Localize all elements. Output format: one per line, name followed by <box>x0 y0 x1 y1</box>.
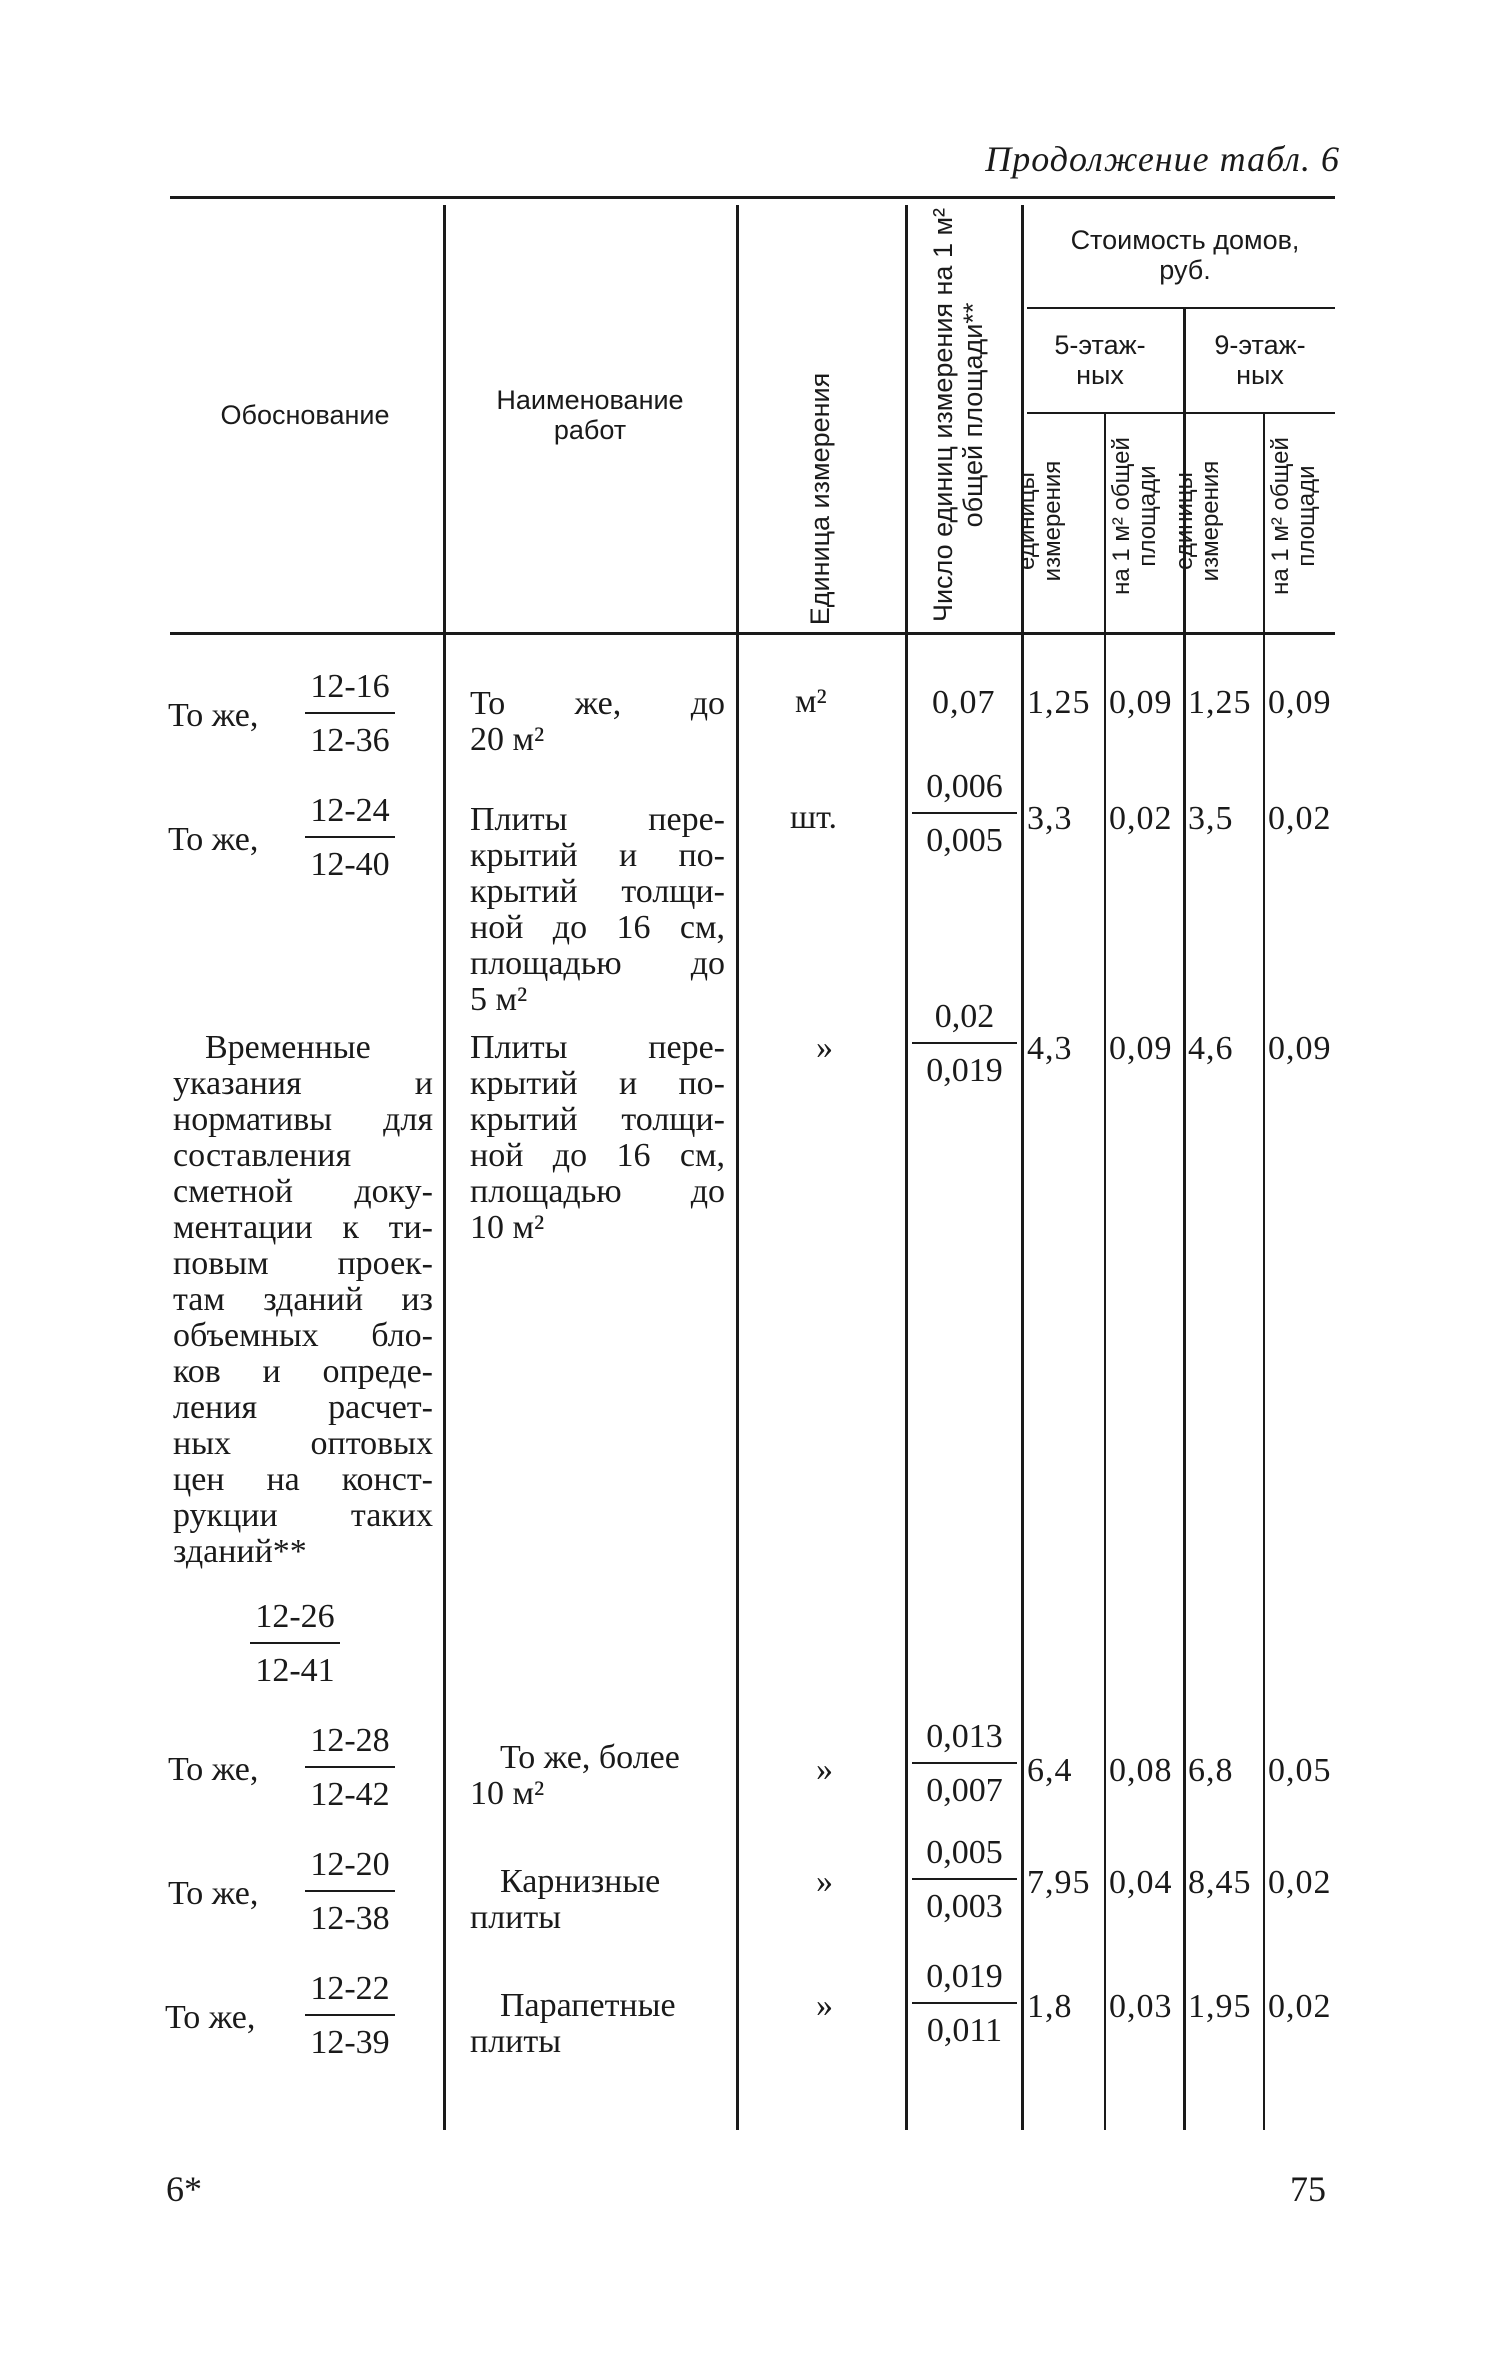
row6-work-line-1: Парапетные <box>500 1987 676 2024</box>
header-9-per-m2: на 1 м² общей площади <box>1267 437 1320 595</box>
header-9-per-unit: единицы измерения <box>1171 460 1224 582</box>
row6-work-line-2: плиты <box>470 2023 562 2060</box>
row3-basis-den: 12-41 <box>255 1652 335 1689</box>
continuation-title: Продолжение табл. 6 <box>985 139 1340 179</box>
row3-basis-line-9: объемных бло- <box>173 1317 433 1354</box>
row3-basis-fraction <box>250 1598 340 1690</box>
row4-count-fraction <box>912 1718 1017 1810</box>
row5-basis-num: 12-20 <box>310 1846 390 1883</box>
row3-count-fraction <box>912 998 1017 1090</box>
header-5-per-unit: единицы измерения <box>1013 460 1066 582</box>
row1-basis-den: 12-36 <box>310 722 390 759</box>
col-divider-3 <box>905 205 908 2130</box>
row3-basis-line-15: зданий** <box>173 1533 307 1570</box>
row1-unit: м² <box>795 683 827 720</box>
row3-basis-line-5: сметной доку- <box>173 1173 433 1210</box>
row4-unit: » <box>816 1751 833 1788</box>
row2-unit: шт. <box>790 799 837 836</box>
row4-basis-fraction <box>305 1722 395 1814</box>
row6-basis-num: 12-22 <box>310 1970 390 2007</box>
row3-work-line-1: Плиты пере- <box>470 1029 725 1066</box>
row3-basis-line-3: нормативы для <box>173 1101 433 1138</box>
row2-work-line-4: ной до 16 см, <box>470 909 725 946</box>
row3-basis-line-2: указания и <box>173 1065 433 1102</box>
row3-work-line-4: ной до 16 см, <box>470 1137 725 1174</box>
row3-work-line-5: площадью до <box>470 1173 725 1210</box>
row3-count-num: 0,02 <box>934 998 995 1035</box>
row5-count-den: 0,003 <box>926 1888 1003 1925</box>
row3-basis-line-6: ментации к ти- <box>173 1209 433 1246</box>
row4-work-line-2: 10 м² <box>470 1775 545 1812</box>
row3-unit: » <box>816 1029 833 1066</box>
row3-basis-num: 12-26 <box>255 1598 335 1635</box>
row2-c9-unit: 3,5 <box>1188 800 1234 837</box>
row2-basis-den: 12-40 <box>310 846 390 883</box>
row4-c5-m2: 0,08 <box>1109 1752 1173 1789</box>
row5-c5-unit: 7,95 <box>1027 1864 1091 1901</box>
row5-c9-unit: 8,45 <box>1188 1864 1252 1901</box>
cost-group-rule <box>1027 307 1335 309</box>
row2-work-line-2: крытий и по- <box>470 837 725 874</box>
row2-work-line-1: Плиты пере- <box>470 801 725 838</box>
row3-count-den: 0,019 <box>926 1052 1003 1089</box>
top-rule <box>170 196 1335 199</box>
header-basis: Обоснование <box>220 400 390 430</box>
col-divider-5 <box>1104 412 1106 2130</box>
row1-basis-fraction <box>305 668 395 760</box>
col-divider-7 <box>1263 412 1265 2130</box>
row2-c5-m2: 0,02 <box>1109 800 1173 837</box>
row3-basis-line-11: ления расчет- <box>173 1389 433 1426</box>
row4-basis-den: 12-42 <box>310 1776 390 1813</box>
row5-c9-m2: 0,02 <box>1268 1864 1332 1901</box>
header-bottom-rule <box>170 632 1335 635</box>
col-divider-2 <box>736 205 739 2130</box>
row1-c9-unit: 1,25 <box>1188 684 1252 721</box>
row5-basis-fraction <box>305 1846 395 1938</box>
row6-count-fraction <box>912 1958 1017 2050</box>
row1-basis-prefix: То же, <box>168 697 259 734</box>
row5-count-num: 0,005 <box>926 1834 1003 1871</box>
row4-basis-num: 12-28 <box>310 1722 390 1759</box>
row4-c5-unit: 6,4 <box>1027 1752 1073 1789</box>
row3-basis-line-4: составления <box>173 1137 352 1174</box>
header-work-name: Наименование работ <box>496 385 684 445</box>
row3-basis-line-14: рукции таких <box>173 1497 433 1534</box>
row3-basis-line-12: ных оптовых <box>173 1425 433 1462</box>
row1-c5-m2: 0,09 <box>1109 684 1173 721</box>
row3-c9-unit: 4,6 <box>1188 1030 1234 1067</box>
row6-unit: » <box>816 1987 833 2024</box>
row3-c5-unit: 4,3 <box>1027 1030 1073 1067</box>
header-5-per-m2: на 1 м² общей площади <box>1108 437 1161 595</box>
header-cost-group: Стоимость домов, руб. <box>1070 225 1300 285</box>
header-five-storey: 5-этаж-ных <box>1054 330 1146 390</box>
row3-work-line-6: 10 м² <box>470 1209 545 1246</box>
row5-count-fraction <box>912 1834 1017 1926</box>
row2-work-line-5: площадью до <box>470 945 725 982</box>
row6-basis-fraction <box>305 1970 395 2062</box>
header-units-per-m2: Число единиц измерения на 1 м² общей площади** <box>928 207 988 623</box>
row3-basis-line-1: Временные <box>205 1029 371 1066</box>
row3-basis-line-7: повым проек- <box>173 1245 433 1282</box>
row5-unit: » <box>816 1863 833 1900</box>
row5-c5-m2: 0,04 <box>1109 1864 1173 1901</box>
page-number: 75 <box>1290 2169 1326 2209</box>
row2-basis-fraction <box>305 792 395 884</box>
row1-work-line-1: То же, до <box>470 685 725 722</box>
row6-c5-m2: 0,03 <box>1109 1988 1173 2025</box>
row2-count-den: 0,005 <box>926 822 1003 859</box>
row2-c9-m2: 0,02 <box>1268 800 1332 837</box>
row4-basis-prefix: То же, <box>168 1751 259 1788</box>
col-divider-1 <box>443 205 446 2130</box>
row1-basis-num: 12-16 <box>310 668 390 705</box>
row2-count-fraction <box>912 768 1017 860</box>
row3-c5-m2: 0,09 <box>1109 1030 1173 1067</box>
row2-basis-num: 12-24 <box>310 792 390 829</box>
row4-work-line-1: То же, более <box>500 1739 680 1776</box>
row4-c9-unit: 6,8 <box>1188 1752 1234 1789</box>
row5-basis-den: 12-38 <box>310 1900 390 1937</box>
row3-work-line-3: крытий толщи- <box>470 1101 725 1138</box>
footer-signature-mark: 6* <box>166 2169 202 2209</box>
row3-c9-m2: 0,09 <box>1268 1030 1332 1067</box>
row2-work-line-6: 5 м² <box>470 981 528 1018</box>
row5-basis-prefix: То же, <box>168 1875 259 1912</box>
row3-work-line-2: крытий и по- <box>470 1065 725 1102</box>
row2-basis-prefix: То же, <box>168 821 259 858</box>
row3-basis-line-8: там зданий из <box>173 1281 433 1318</box>
row2-work-line-3: крытий толщи- <box>470 873 725 910</box>
row1-c5-unit: 1,25 <box>1027 684 1091 721</box>
row4-count-den: 0,007 <box>926 1772 1003 1809</box>
row3-basis-line-10: ков и опреде- <box>173 1353 433 1390</box>
row5-work-line-1: Карнизные <box>500 1863 661 1900</box>
row6-count-den: 0,011 <box>926 2012 1003 2049</box>
row1-count: 0,07 <box>932 684 996 721</box>
row2-c5-unit: 3,3 <box>1027 800 1073 837</box>
row6-c5-unit: 1,8 <box>1027 1988 1073 2025</box>
row4-c9-m2: 0,05 <box>1268 1752 1332 1789</box>
row5-work-line-2: плиты <box>470 1899 562 1936</box>
row4-count-num: 0,013 <box>926 1718 1003 1755</box>
header-nine-storey: 9-этаж-ных <box>1214 330 1306 390</box>
header-unit: Единица измерения <box>805 372 835 626</box>
row3-basis-line-13: цен на конст- <box>173 1461 433 1498</box>
row6-c9-unit: 1,95 <box>1188 1988 1252 2025</box>
row1-c9-m2: 0,09 <box>1268 684 1332 721</box>
row6-count-num: 0,019 <box>926 1958 1003 1995</box>
row2-count-num: 0,006 <box>926 768 1003 805</box>
row6-basis-prefix: То же, <box>165 1999 256 2036</box>
row6-c9-m2: 0,02 <box>1268 1988 1332 2025</box>
row1-work-line-2: 20 м² <box>470 721 545 758</box>
row6-basis-den: 12-39 <box>310 2024 390 2061</box>
